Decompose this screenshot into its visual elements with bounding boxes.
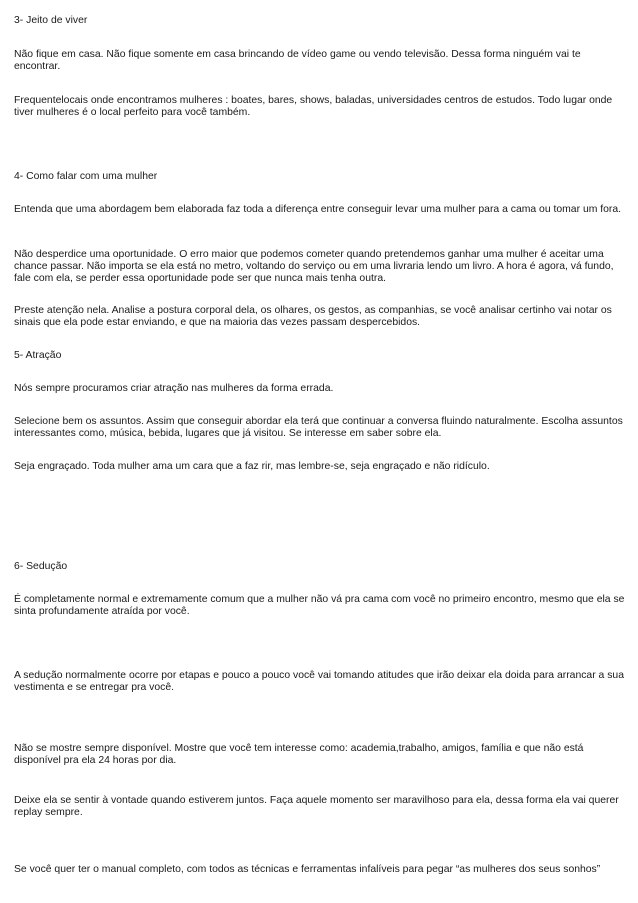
paragraph: Preste atenção nela. Analise a postura corporal dela, os olhares, os gestos, as companhias, se você analisar certinho vai notar os sinais que ela pode estar enviando, e que na maioria das vezes passam despercebidos. — [14, 305, 612, 328]
paragraph: Nós sempre procuramos criar atração nas mulheres da forma errada. — [14, 383, 334, 394]
paragraph: Não fique em casa. Não fique somente em casa brincando de vídeo game ou vendo televisão. Dessa forma ninguém vai te encontrar. — [14, 49, 581, 72]
paragraph: Não desperdice uma oportunidade. O erro maior que podemos cometer quando pretendemos ganhar uma mulher é aceitar uma chance passar. Não importa se ela está no metro, voltando do serviço ou em uma livraria lendo um livro. A hora é agora, vá fundo, fale com ela, se perder essa oportunidade pode ser que nunca mais tenha outra. — [14, 249, 614, 284]
section-heading-3: 3- Jeito de viver — [14, 15, 88, 26]
section-heading-4: 4- Como falar com uma mulher — [14, 171, 158, 182]
paragraph: É completamente normal e extremamente comum que a mulher não vá pra cama com você no primeiro encontro, mesmo que ela se sinta profundamente atraída por você. — [14, 594, 625, 617]
paragraph: Frequentelocais onde encontramos mulheres : boates, bares, shows, baladas, universidades centros de estudos. Todo lugar onde tiver mulheres é o local perfeito para você também. — [14, 95, 613, 118]
paragraph: Selecione bem os assuntos. Assim que conseguir abordar ela terá que continuar a conversa fluindo naturalmente. Escolha assuntos interessantes como, música, bebida, lugares que já visitou. Se interesse em saber sobre ela. — [14, 416, 623, 439]
paragraph: Deixe ela se sentir à vontade quando estiverem juntos. Faça aquele momento ser maravilhoso para ela, dessa forma ela vai querer replay sempre. — [14, 795, 619, 818]
section-heading-5: 5- Atração — [14, 350, 62, 361]
paragraph: Seja engraçado. Toda mulher ama um cara que a faz rir, mas lembre-se, seja engraçado e não ridículo. — [14, 461, 490, 472]
paragraph: Entenda que uma abordagem bem elaborada faz toda a diferença entre conseguir levar uma mulher para a cama ou tomar um fora. — [14, 204, 622, 215]
paragraph: A sedução normalmente ocorre por etapas e pouco a pouco você vai tomando atitudes que irão deixar ela doida para arrancar a sua vestimenta e se entregar pra você. — [14, 670, 624, 693]
section-heading-6: 6- Sedução — [14, 561, 68, 572]
paragraph: Não se mostre sempre disponível. Mostre que você tem interesse como: academia,trabalho, amigos, família e que não está disponível pra ela 24 horas por dia. — [14, 743, 584, 766]
paragraph: Se você quer ter o manual completo, com todos as técnicas e ferramentas infalíveis para pegar “as mulheres dos seus sonhos” — [14, 864, 601, 875]
